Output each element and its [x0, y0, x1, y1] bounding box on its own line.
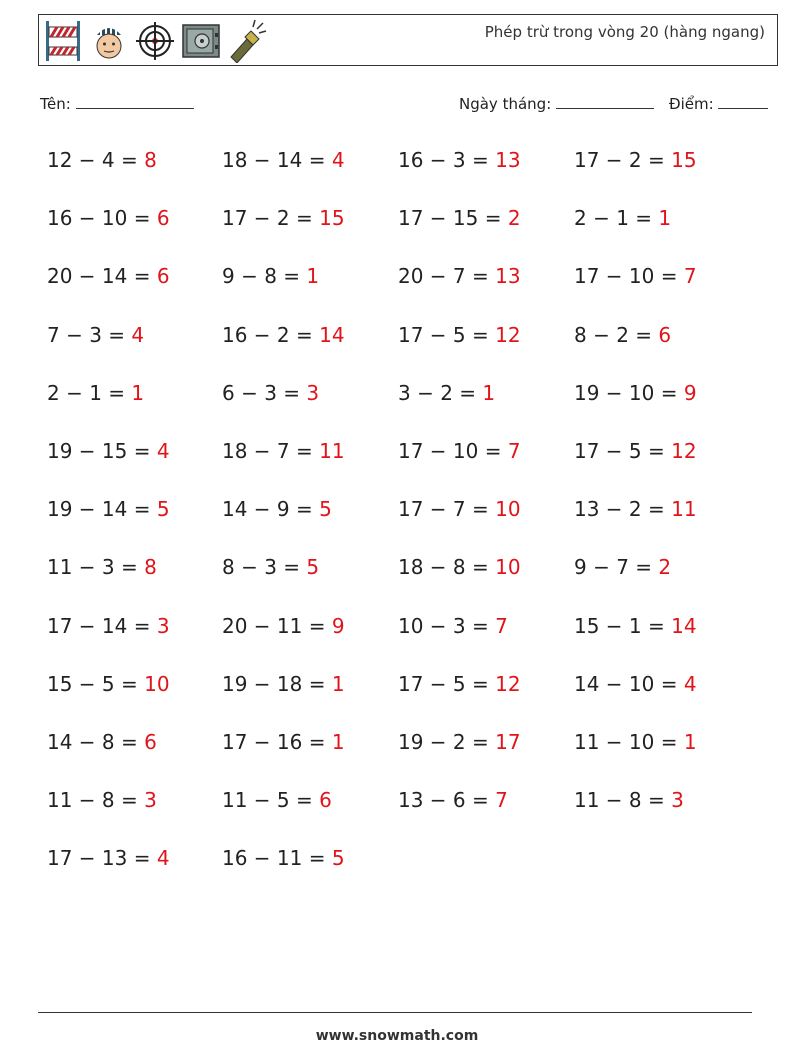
problem-question: 18 − 7 =	[222, 439, 320, 463]
problem-question: 3 − 2 =	[398, 380, 483, 405]
date-field[interactable]	[459, 94, 654, 113]
problem-answer: 12	[671, 439, 697, 463]
problem-item	[47, 497, 170, 521]
date-label: Ngày tháng:	[459, 95, 552, 113]
safe-icon	[181, 19, 221, 63]
problem-question: 2 − 1 =	[47, 380, 132, 405]
problem-item	[398, 148, 521, 172]
problem-question: 20 − 11 =	[222, 613, 332, 638]
score-field[interactable]	[669, 94, 768, 113]
problem-answer: 6	[144, 730, 157, 754]
barrier-icon	[43, 19, 83, 63]
problem-question: 12 − 4 =	[47, 148, 145, 172]
problem-item	[47, 439, 170, 463]
problem-answer: 1	[306, 264, 320, 289]
problem-answer: 1	[331, 671, 345, 696]
score-blank	[718, 94, 768, 109]
problem-item	[398, 264, 521, 288]
problem-question: 20 − 14 =	[47, 264, 157, 289]
problem-answer: 7	[495, 788, 508, 813]
problem-item	[222, 381, 319, 405]
problem-answer: 7	[683, 264, 697, 289]
problem-question: 20 − 7 =	[398, 264, 496, 289]
problem-item	[398, 672, 521, 696]
problem-item	[222, 206, 345, 230]
problem-item	[398, 206, 521, 230]
problem-item	[574, 206, 671, 230]
problem-answer: 3	[306, 380, 320, 405]
problem-answer: 7	[495, 613, 508, 638]
problem-question: 17 − 14 =	[47, 613, 157, 638]
problem-answer: 13	[495, 148, 521, 172]
problem-question: 7 − 3 =	[47, 322, 132, 347]
problem-item	[574, 730, 697, 754]
problem-question: 16 − 3 =	[398, 148, 496, 172]
problem-item	[398, 323, 521, 347]
worksheet-title: Phép trừ trong vòng 20 (hàng ngang)	[484, 23, 765, 41]
problem-question: 13 − 2 =	[574, 497, 672, 522]
problem-question: 19 − 15 =	[47, 439, 157, 463]
problem-question: 16 − 11 =	[222, 846, 332, 871]
problem-answer: 1	[131, 380, 145, 405]
problem-item	[574, 614, 697, 638]
problem-item	[222, 323, 345, 347]
problem-answer: 4	[683, 671, 697, 696]
problem-answer: 9	[683, 380, 697, 405]
problem-question: 16 − 2 =	[222, 322, 320, 347]
problem-question: 8 − 3 =	[222, 555, 307, 580]
problem-item	[222, 497, 332, 521]
problem-question: 11 − 3 =	[47, 555, 145, 580]
problem-question: 17 − 10 =	[574, 264, 684, 289]
problem-item	[574, 323, 671, 347]
problem-answer: 4	[331, 148, 345, 172]
name-label: Tên:	[40, 95, 71, 113]
problem-item	[398, 497, 521, 521]
problem-item	[47, 148, 157, 172]
problem-question: 17 − 5 =	[398, 322, 496, 347]
problem-question: 6 − 3 =	[222, 380, 307, 405]
problem-question: 14 − 9 =	[222, 497, 320, 522]
problem-question: 11 − 8 =	[47, 788, 145, 813]
problem-item	[574, 788, 684, 812]
problem-answer: 6	[156, 264, 170, 289]
problem-answer: 14	[319, 322, 345, 347]
problem-question: 17 − 2 =	[574, 148, 672, 172]
problem-question: 19 − 18 =	[222, 671, 332, 696]
worksheet-header	[38, 14, 778, 66]
problem-answer: 14	[671, 613, 697, 638]
problem-question: 17 − 15 =	[398, 206, 508, 231]
problem-item	[47, 555, 157, 579]
problem-answer: 5	[331, 846, 345, 871]
problem-question: 19 − 14 =	[47, 497, 157, 522]
problem-item	[222, 846, 345, 870]
flashlight-icon	[227, 19, 267, 63]
problem-item	[47, 381, 144, 405]
problem-question: 17 − 10 =	[398, 439, 508, 463]
problem-item	[47, 614, 170, 638]
problem-item	[47, 730, 157, 754]
problem-answer: 3	[671, 788, 684, 813]
problem-answer: 10	[495, 497, 521, 522]
problem-answer: 5	[156, 497, 170, 522]
problem-answer: 4	[131, 322, 145, 347]
problem-answer: 11	[671, 497, 697, 522]
prisoner-icon	[89, 19, 129, 63]
problem-question: 17 − 5 =	[398, 671, 496, 696]
problem-answer: 1	[331, 730, 345, 754]
problem-item	[222, 614, 345, 638]
problem-answer: 12	[495, 671, 521, 696]
problem-question: 15 − 5 =	[47, 671, 145, 696]
problem-answer: 3	[156, 613, 170, 638]
problem-answer: 1	[482, 380, 496, 405]
problem-item	[398, 730, 521, 754]
problem-answer: 15	[319, 206, 345, 231]
problem-item	[47, 206, 170, 230]
header-icons	[43, 19, 267, 63]
problem-item	[222, 148, 345, 172]
problem-answer: 12	[495, 322, 521, 347]
problem-answer: 8	[144, 148, 157, 172]
problem-item	[398, 439, 521, 463]
problem-answer: 4	[156, 439, 170, 463]
problem-answer: 6	[658, 322, 672, 347]
problem-answer: 2	[507, 206, 521, 231]
problem-answer: 9	[331, 613, 345, 638]
problem-item	[398, 381, 495, 405]
problem-question: 14 − 10 =	[574, 671, 684, 696]
problem-question: 9 − 8 =	[222, 264, 307, 289]
footer-website: www.snowmath.com	[315, 1028, 479, 1044]
problem-item	[574, 497, 697, 521]
problem-item	[47, 846, 170, 870]
problem-answer: 10	[495, 555, 521, 580]
problem-question: 13 − 6 =	[398, 788, 496, 813]
problem-item	[398, 555, 521, 579]
problem-item	[574, 555, 671, 579]
footer-divider	[38, 1012, 752, 1013]
problem-answer: 4	[156, 846, 170, 871]
problem-answer: 5	[319, 497, 332, 522]
problem-answer: 13	[495, 264, 521, 289]
problem-answer: 7	[507, 439, 521, 463]
problem-item	[222, 439, 345, 463]
problem-item	[222, 264, 319, 288]
date-blank	[556, 94, 654, 109]
problem-question: 11 − 5 =	[222, 788, 320, 813]
problem-item	[574, 264, 697, 288]
problem-answer: 11	[319, 439, 345, 463]
problem-answer: 10	[144, 671, 170, 696]
name-field[interactable]	[40, 94, 194, 113]
problem-question: 11 − 10 =	[574, 730, 684, 754]
problem-item	[222, 730, 345, 754]
problem-item	[47, 788, 157, 812]
problem-question: 18 − 14 =	[222, 148, 332, 172]
problem-item	[47, 264, 170, 288]
problem-item	[398, 788, 508, 812]
problem-item	[574, 439, 697, 463]
problem-item	[222, 672, 345, 696]
problem-answer: 3	[144, 788, 157, 813]
problem-question: 10 − 3 =	[398, 613, 496, 638]
problem-item	[47, 672, 170, 696]
problem-answer: 8	[144, 555, 157, 580]
problem-item	[398, 614, 508, 638]
problem-answer: 17	[495, 730, 521, 754]
problem-question: 17 − 5 =	[574, 439, 672, 463]
problem-question: 19 − 2 =	[398, 730, 496, 754]
problem-question: 19 − 10 =	[574, 380, 684, 405]
problem-item	[574, 381, 697, 405]
problem-question: 14 − 8 =	[47, 730, 145, 754]
problem-answer: 5	[306, 555, 320, 580]
problem-item	[222, 555, 319, 579]
problem-question: 15 − 1 =	[574, 613, 672, 638]
problem-answer: 2	[658, 555, 672, 580]
problem-question: 17 − 2 =	[222, 206, 320, 231]
problem-question: 17 − 16 =	[222, 730, 332, 754]
problem-item	[222, 788, 332, 812]
problem-question: 11 − 8 =	[574, 788, 672, 813]
problem-answer: 1	[658, 206, 672, 231]
name-blank	[76, 94, 194, 109]
problem-question: 17 − 13 =	[47, 846, 157, 871]
problem-item	[47, 323, 144, 347]
problem-answer: 6	[319, 788, 332, 813]
problem-question: 8 − 2 =	[574, 322, 659, 347]
crosshair-icon	[135, 19, 175, 63]
problem-answer: 1	[683, 730, 697, 754]
problem-question: 17 − 7 =	[398, 497, 496, 522]
problem-question: 9 − 7 =	[574, 555, 659, 580]
problem-question: 2 − 1 =	[574, 206, 659, 231]
problem-item	[574, 672, 697, 696]
problem-item	[574, 148, 697, 172]
problem-answer: 15	[671, 148, 697, 172]
problem-question: 16 − 10 =	[47, 206, 157, 231]
problem-answer: 6	[156, 206, 170, 231]
problem-question: 18 − 8 =	[398, 555, 496, 580]
score-label: Điểm:	[669, 95, 714, 113]
